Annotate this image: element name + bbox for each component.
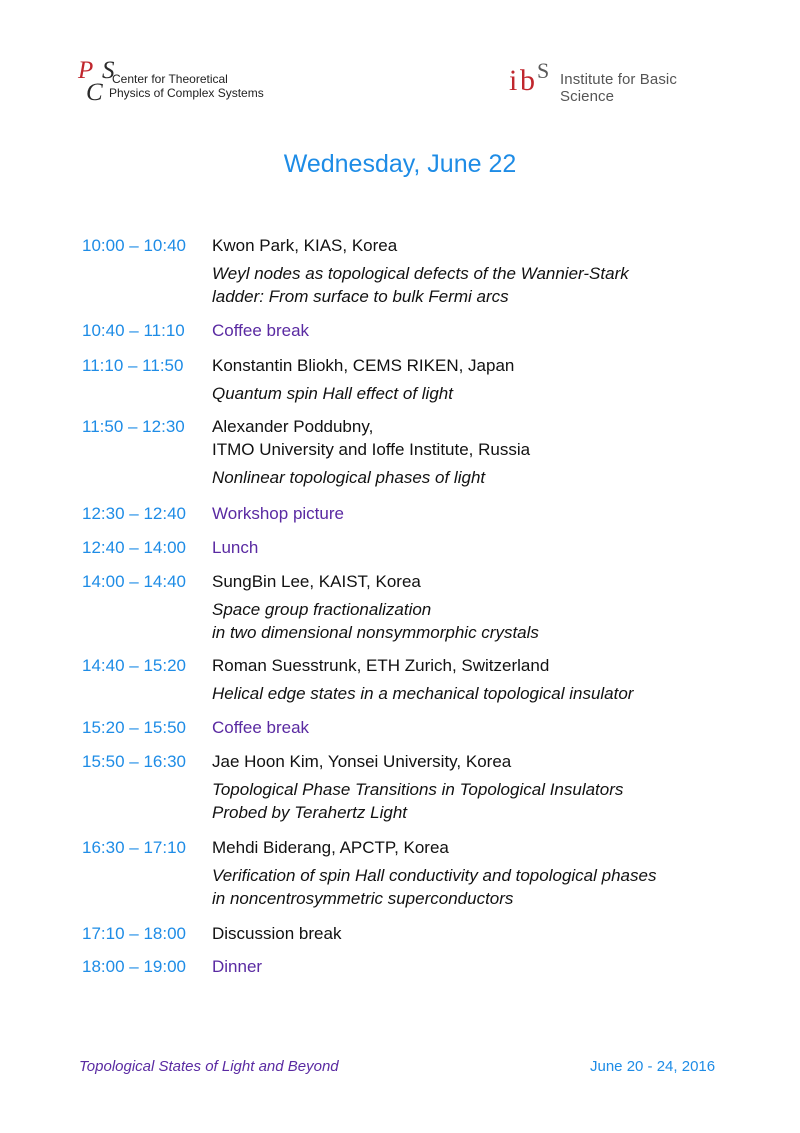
session-time: 14:00 – 14:40 xyxy=(82,572,186,591)
session-time: 10:00 – 10:40 xyxy=(82,236,186,255)
talk-title-line: Space group fractionalization xyxy=(212,600,432,619)
break-event: Dinner xyxy=(212,957,263,976)
pcs-letter-p: P xyxy=(78,57,94,84)
talk-title-line: Weyl nodes as topological defects of the Wannier-Stark xyxy=(212,264,629,283)
pcs-name-line2: Physics of Complex Systems xyxy=(109,86,264,100)
speaker-line: Discussion break xyxy=(212,924,342,943)
session-content xyxy=(212,536,722,559)
session-content xyxy=(212,570,722,644)
session-content xyxy=(212,354,722,405)
session-time: 17:10 – 18:00 xyxy=(82,924,186,943)
speaker-line: Roman Suesstrunk, ETH Zurich, Switzerland xyxy=(212,656,550,675)
session-content xyxy=(212,415,722,489)
session-time: 14:40 – 15:20 xyxy=(82,656,186,675)
session-content xyxy=(212,716,722,739)
session-time: 15:50 – 16:30 xyxy=(82,752,186,771)
speaker-line: Konstantin Bliokh, CEMS RIKEN, Japan xyxy=(212,356,515,375)
session-time: 15:20 – 15:50 xyxy=(82,718,186,737)
break-event: Coffee break xyxy=(212,321,310,340)
talk-title-line: in two dimensional nonsymmorphic crystals xyxy=(212,623,539,642)
session-content xyxy=(212,654,722,705)
ibs-name: Institute for Basic Science xyxy=(560,71,677,105)
break-event: Workshop picture xyxy=(212,504,344,523)
pcs-letter-c: C xyxy=(86,79,103,106)
speaker-line: Alexander Poddubny, xyxy=(212,417,374,436)
ibs-letter-i: i xyxy=(509,64,518,97)
break-event: Coffee break xyxy=(212,718,310,737)
session-time: 11:10 – 11:50 xyxy=(82,356,184,375)
ibs-logo xyxy=(509,58,729,105)
pcs-logo xyxy=(76,58,276,108)
session-content xyxy=(212,502,722,525)
session-time: 16:30 – 17:10 xyxy=(82,838,186,857)
talk-title-line: Topological Phase Transitions in Topological Insulators xyxy=(212,780,624,799)
speaker-line: SungBin Lee, KAIST, Korea xyxy=(212,572,421,591)
session-content xyxy=(212,922,722,945)
speaker-line: Mehdi Biderang, APCTP, Korea xyxy=(212,838,449,857)
pcs-name-line1: Center for Theoretical xyxy=(112,72,228,86)
session-time: 10:40 – 11:10 xyxy=(82,321,185,340)
ibs-monogram xyxy=(509,58,559,102)
pcs-name xyxy=(109,72,264,100)
speaker-line: Jae Hoon Kim, Yonsei University, Korea xyxy=(212,752,512,771)
speaker-line: ITMO University and Ioffe Institute, Russia xyxy=(212,440,531,459)
talk-title-line: Quantum spin Hall effect of light xyxy=(212,384,453,403)
talk-title-line: Verification of spin Hall conductivity and topological phases xyxy=(212,866,657,885)
page-title: Wednesday, June 22 xyxy=(283,150,517,178)
session-time: 12:40 – 14:00 xyxy=(82,538,186,557)
talk-title-line: in noncentrosymmetric superconductors xyxy=(212,889,514,908)
pcs-letter-s: S xyxy=(102,57,115,84)
talk-title-line: Nonlinear topological phases of light xyxy=(212,468,486,487)
talk-title-line: Helical edge states in a mechanical topological insulator xyxy=(212,684,634,703)
footer-dates: June 20 - 24, 2016 xyxy=(590,1058,716,1075)
session-content xyxy=(212,836,722,910)
ibs-letter-s: S xyxy=(537,58,550,83)
break-event: Lunch xyxy=(212,538,259,557)
speaker-line: Kwon Park, KIAS, Korea xyxy=(212,236,398,255)
session-time: 11:50 – 12:30 xyxy=(82,417,185,436)
session-time: 18:00 – 19:00 xyxy=(82,957,186,976)
talk-title-line: ladder: From surface to bulk Fermi arcs xyxy=(212,287,509,306)
session-content xyxy=(212,319,722,342)
session-time: 12:30 – 12:40 xyxy=(82,504,186,523)
session-content xyxy=(212,750,722,824)
talk-title-line: Probed by Terahertz Light xyxy=(212,803,407,822)
footer-conference-name: Topological States of Light and Beyond xyxy=(79,1058,339,1075)
session-content xyxy=(212,955,722,978)
session-content xyxy=(212,234,722,308)
ibs-letter-b: b xyxy=(520,64,535,97)
